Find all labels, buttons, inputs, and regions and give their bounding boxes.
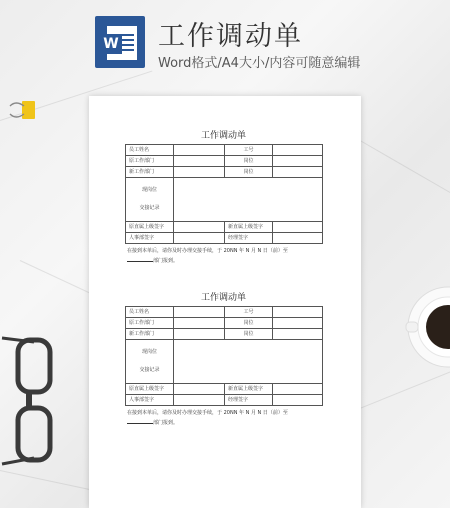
- document-page: [89, 96, 361, 508]
- new-dept-value[interactable]: [174, 167, 225, 178]
- table-row: [126, 340, 323, 384]
- table-row: [126, 167, 323, 178]
- handover-label: [126, 340, 174, 384]
- note-line2-wrap: [127, 418, 322, 428]
- table-row: [126, 145, 323, 156]
- table-row: [126, 318, 323, 329]
- manager-label: 经理签字: [225, 233, 273, 244]
- new-dept-label: 新工作部门: [126, 329, 174, 340]
- note-line2: 部门报到。: [153, 420, 179, 426]
- new-supervisor-label: 新直属上级签字: [225, 222, 273, 233]
- new-supervisor-label: 新直属上级签字: [225, 384, 273, 395]
- note-line2: 部门报到。: [153, 258, 179, 264]
- note-line2-wrap: [127, 256, 322, 266]
- name-value[interactable]: [174, 307, 225, 318]
- handover-label-line1: 现岗位: [141, 349, 157, 355]
- new-dept-label: 新工作部门: [126, 167, 174, 178]
- table-row: [126, 233, 323, 244]
- word-app-icon: [95, 16, 145, 68]
- table-row: [126, 156, 323, 167]
- form-note: [125, 247, 322, 266]
- form-table: [125, 306, 323, 406]
- handover-label-line2: 交接记录: [139, 367, 160, 373]
- dept-blank[interactable]: [127, 418, 153, 424]
- table-row: [126, 395, 323, 406]
- handover-value[interactable]: [174, 340, 323, 384]
- dept-blank[interactable]: [127, 256, 153, 262]
- table-row: [126, 178, 323, 222]
- hr-value[interactable]: [174, 395, 225, 406]
- manager-value[interactable]: [273, 395, 323, 406]
- table-row: [126, 222, 323, 233]
- handover-label-line2: 交接记录: [139, 205, 160, 211]
- note-line1: 在接到本单后，请你及时办理交接手续，于 20NN 年 N 月 N 日（前）至: [127, 410, 288, 416]
- form-table: [125, 144, 323, 244]
- orig-dept-value[interactable]: [174, 156, 225, 167]
- new-supervisor-value[interactable]: [273, 222, 323, 233]
- handover-label-line1: 现岗位: [141, 187, 157, 193]
- binder-clip-icon: [8, 98, 38, 124]
- table-row: [126, 307, 323, 318]
- new-pos-label: 岗位: [225, 329, 273, 340]
- hr-label: 人事部签字: [126, 395, 174, 406]
- orig-dept-value[interactable]: [174, 318, 225, 329]
- manager-label: 经理签字: [225, 395, 273, 406]
- table-row: [126, 384, 323, 395]
- page-title: 工作调动单: [158, 21, 303, 52]
- form-title: 工作调动单: [200, 131, 246, 141]
- orig-supervisor-value[interactable]: [174, 222, 225, 233]
- coffee-cup-icon: [402, 282, 450, 372]
- name-label: 员工姓名: [126, 307, 174, 318]
- hr-value[interactable]: [174, 233, 225, 244]
- handover-label: [126, 178, 174, 222]
- orig-supervisor-label: 原直属上级签字: [126, 384, 174, 395]
- id-label: 工号: [225, 307, 273, 318]
- orig-dept-label: 原工作部门: [126, 156, 174, 167]
- orig-dept-label: 原工作部门: [126, 318, 174, 329]
- orig-pos-label: 岗位: [225, 156, 273, 167]
- orig-pos-label: 岗位: [225, 318, 273, 329]
- id-value[interactable]: [273, 307, 323, 318]
- form-note: [125, 409, 322, 428]
- new-pos-value[interactable]: [273, 167, 323, 178]
- page-subtitle: Word格式/A4大小/内容可随意编辑: [158, 56, 361, 71]
- new-pos-value[interactable]: [273, 329, 323, 340]
- orig-pos-value[interactable]: [273, 156, 323, 167]
- glasses-icon: [0, 330, 60, 470]
- name-label: 员工姓名: [126, 145, 174, 156]
- orig-supervisor-value[interactable]: [174, 384, 225, 395]
- name-value[interactable]: [174, 145, 225, 156]
- word-icon-letter: W: [100, 34, 122, 54]
- orig-pos-value[interactable]: [273, 318, 323, 329]
- new-dept-value[interactable]: [174, 329, 225, 340]
- id-value[interactable]: [273, 145, 323, 156]
- table-row: [126, 329, 323, 340]
- note-line1: 在接到本单后，请你及时办理交接手续，于 20NN 年 N 月 N 日（前）至: [127, 248, 288, 254]
- transfer-form-2: [125, 290, 322, 428]
- transfer-form-1: [125, 128, 322, 266]
- new-pos-label: 岗位: [225, 167, 273, 178]
- orig-supervisor-label: 原直属上级签字: [126, 222, 174, 233]
- hr-label: 人事部签字: [126, 233, 174, 244]
- new-supervisor-value[interactable]: [273, 384, 323, 395]
- form-title: 工作调动单: [200, 293, 246, 303]
- id-label: 工号: [225, 145, 273, 156]
- manager-value[interactable]: [273, 233, 323, 244]
- handover-value[interactable]: [174, 178, 323, 222]
